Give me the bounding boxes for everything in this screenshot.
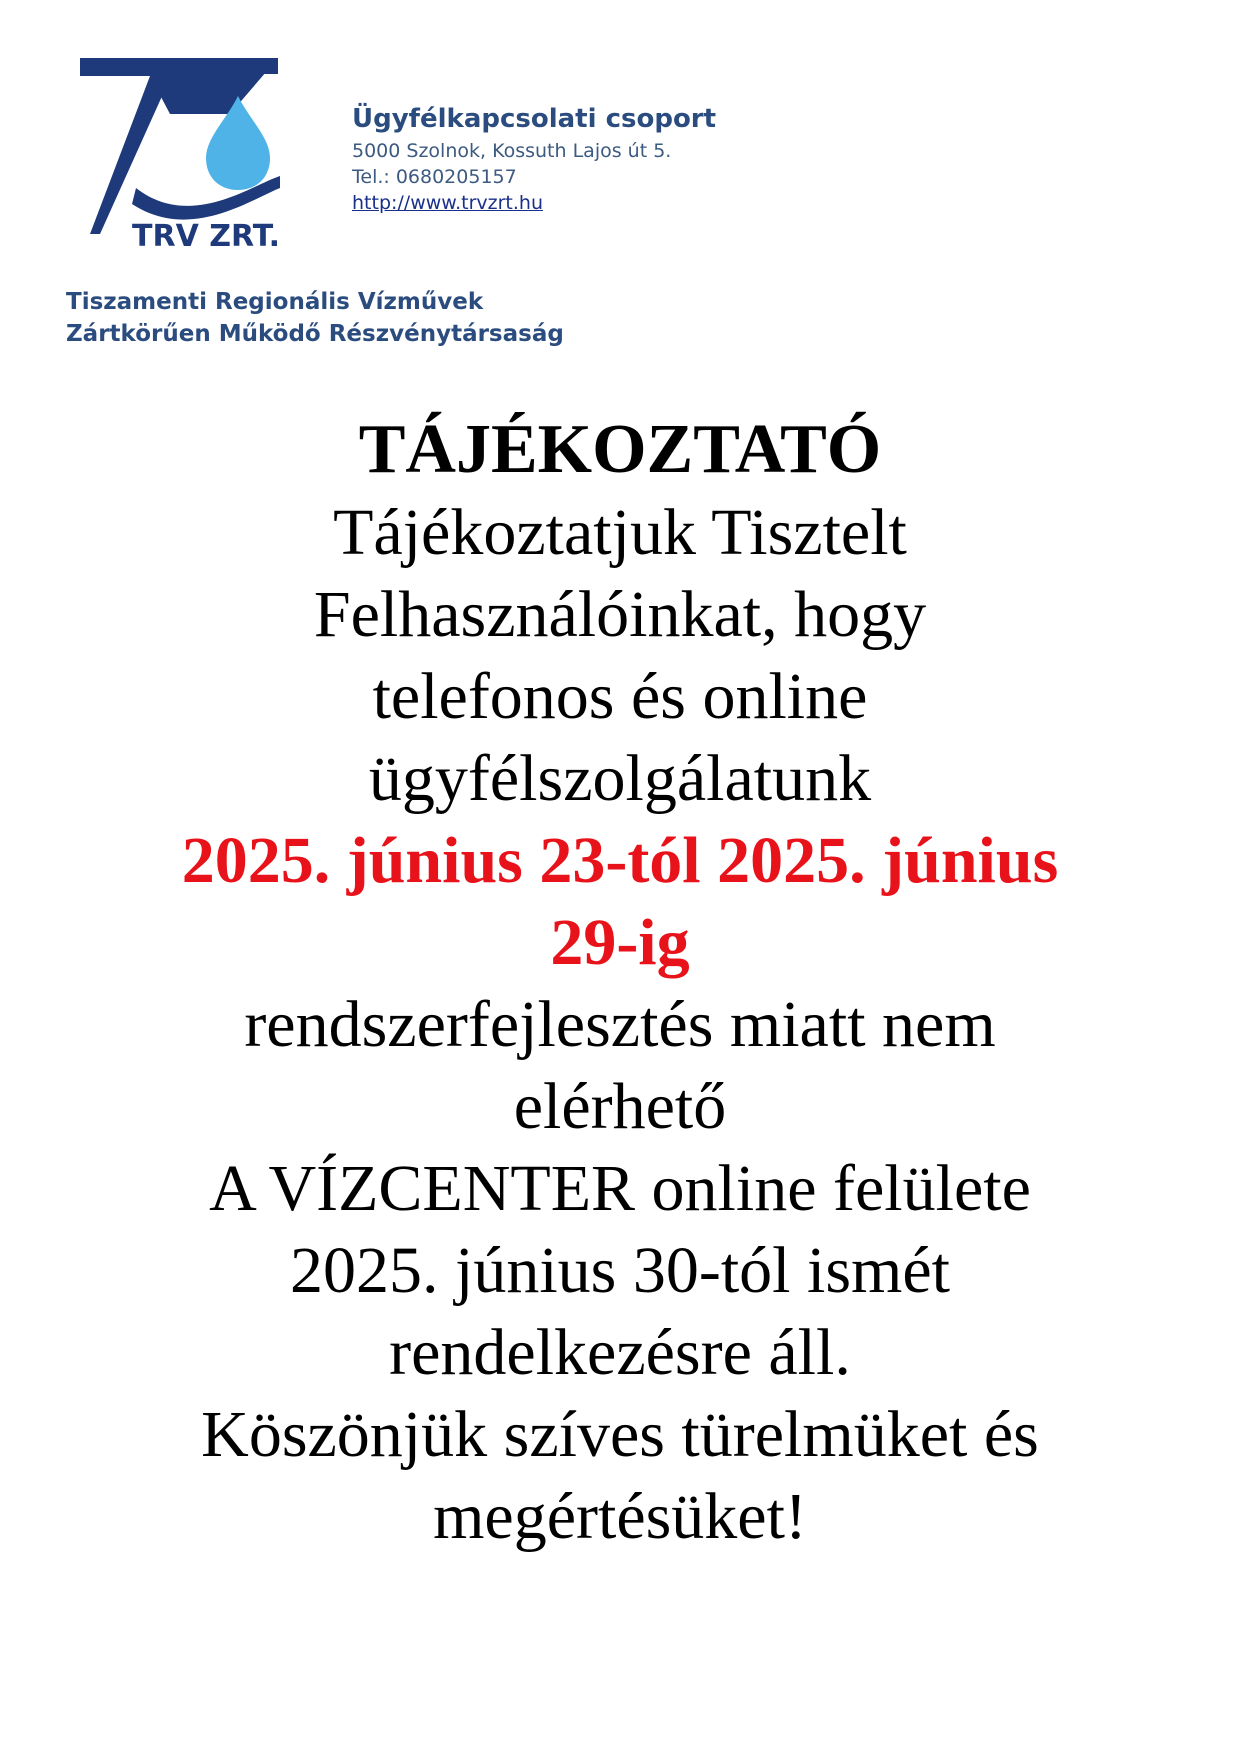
notice-body (120, 408, 1120, 1558)
company-name-line-2: Zártkörűen Működő Részvénytársaság (66, 321, 564, 347)
company-name (66, 286, 564, 350)
contact-block (352, 104, 716, 216)
notice-line: Felhasználóinkat, hogy (313, 578, 927, 651)
notice-line: ügyfélszolgálatunk (368, 742, 872, 815)
contact-group: Ügyfélkapcsolati csoport (352, 104, 717, 134)
highlight-date-line: 29-ig (550, 906, 690, 979)
notice-line: Köszönjük szíves türelmüket és (201, 1398, 1039, 1471)
trv-logo (80, 58, 320, 258)
notice-title: TÁJÉKOZTATÓ (358, 411, 882, 488)
logo-text: TRV ZRT. (132, 219, 281, 254)
company-name-line-1: Tiszamenti Regionális Vízművek (66, 289, 484, 315)
notice-line: rendelkezésre áll. (389, 1316, 851, 1389)
notice-line: Tájékoztatjuk Tisztelt (333, 496, 907, 569)
notice-line: megértésüket! (433, 1480, 807, 1553)
notice-line: rendszerfejlesztés miatt nem (244, 988, 996, 1061)
notice-line: 2025. június 30-tól ismét (290, 1234, 950, 1307)
notice-line: telefonos és online (372, 660, 868, 733)
highlight-date-line: 2025. június 23-tól 2025. június (181, 824, 1059, 897)
contact-phone: Tel.: 0680205157 (352, 166, 517, 188)
contact-address: 5000 Szolnok, Kossuth Lajos út 5. (352, 140, 672, 162)
notice-line: A VÍZCENTER online felülete (209, 1152, 1031, 1225)
website-link[interactable]: http://www.trvzrt.hu (352, 192, 543, 214)
notice-line: elérhető (513, 1070, 727, 1143)
